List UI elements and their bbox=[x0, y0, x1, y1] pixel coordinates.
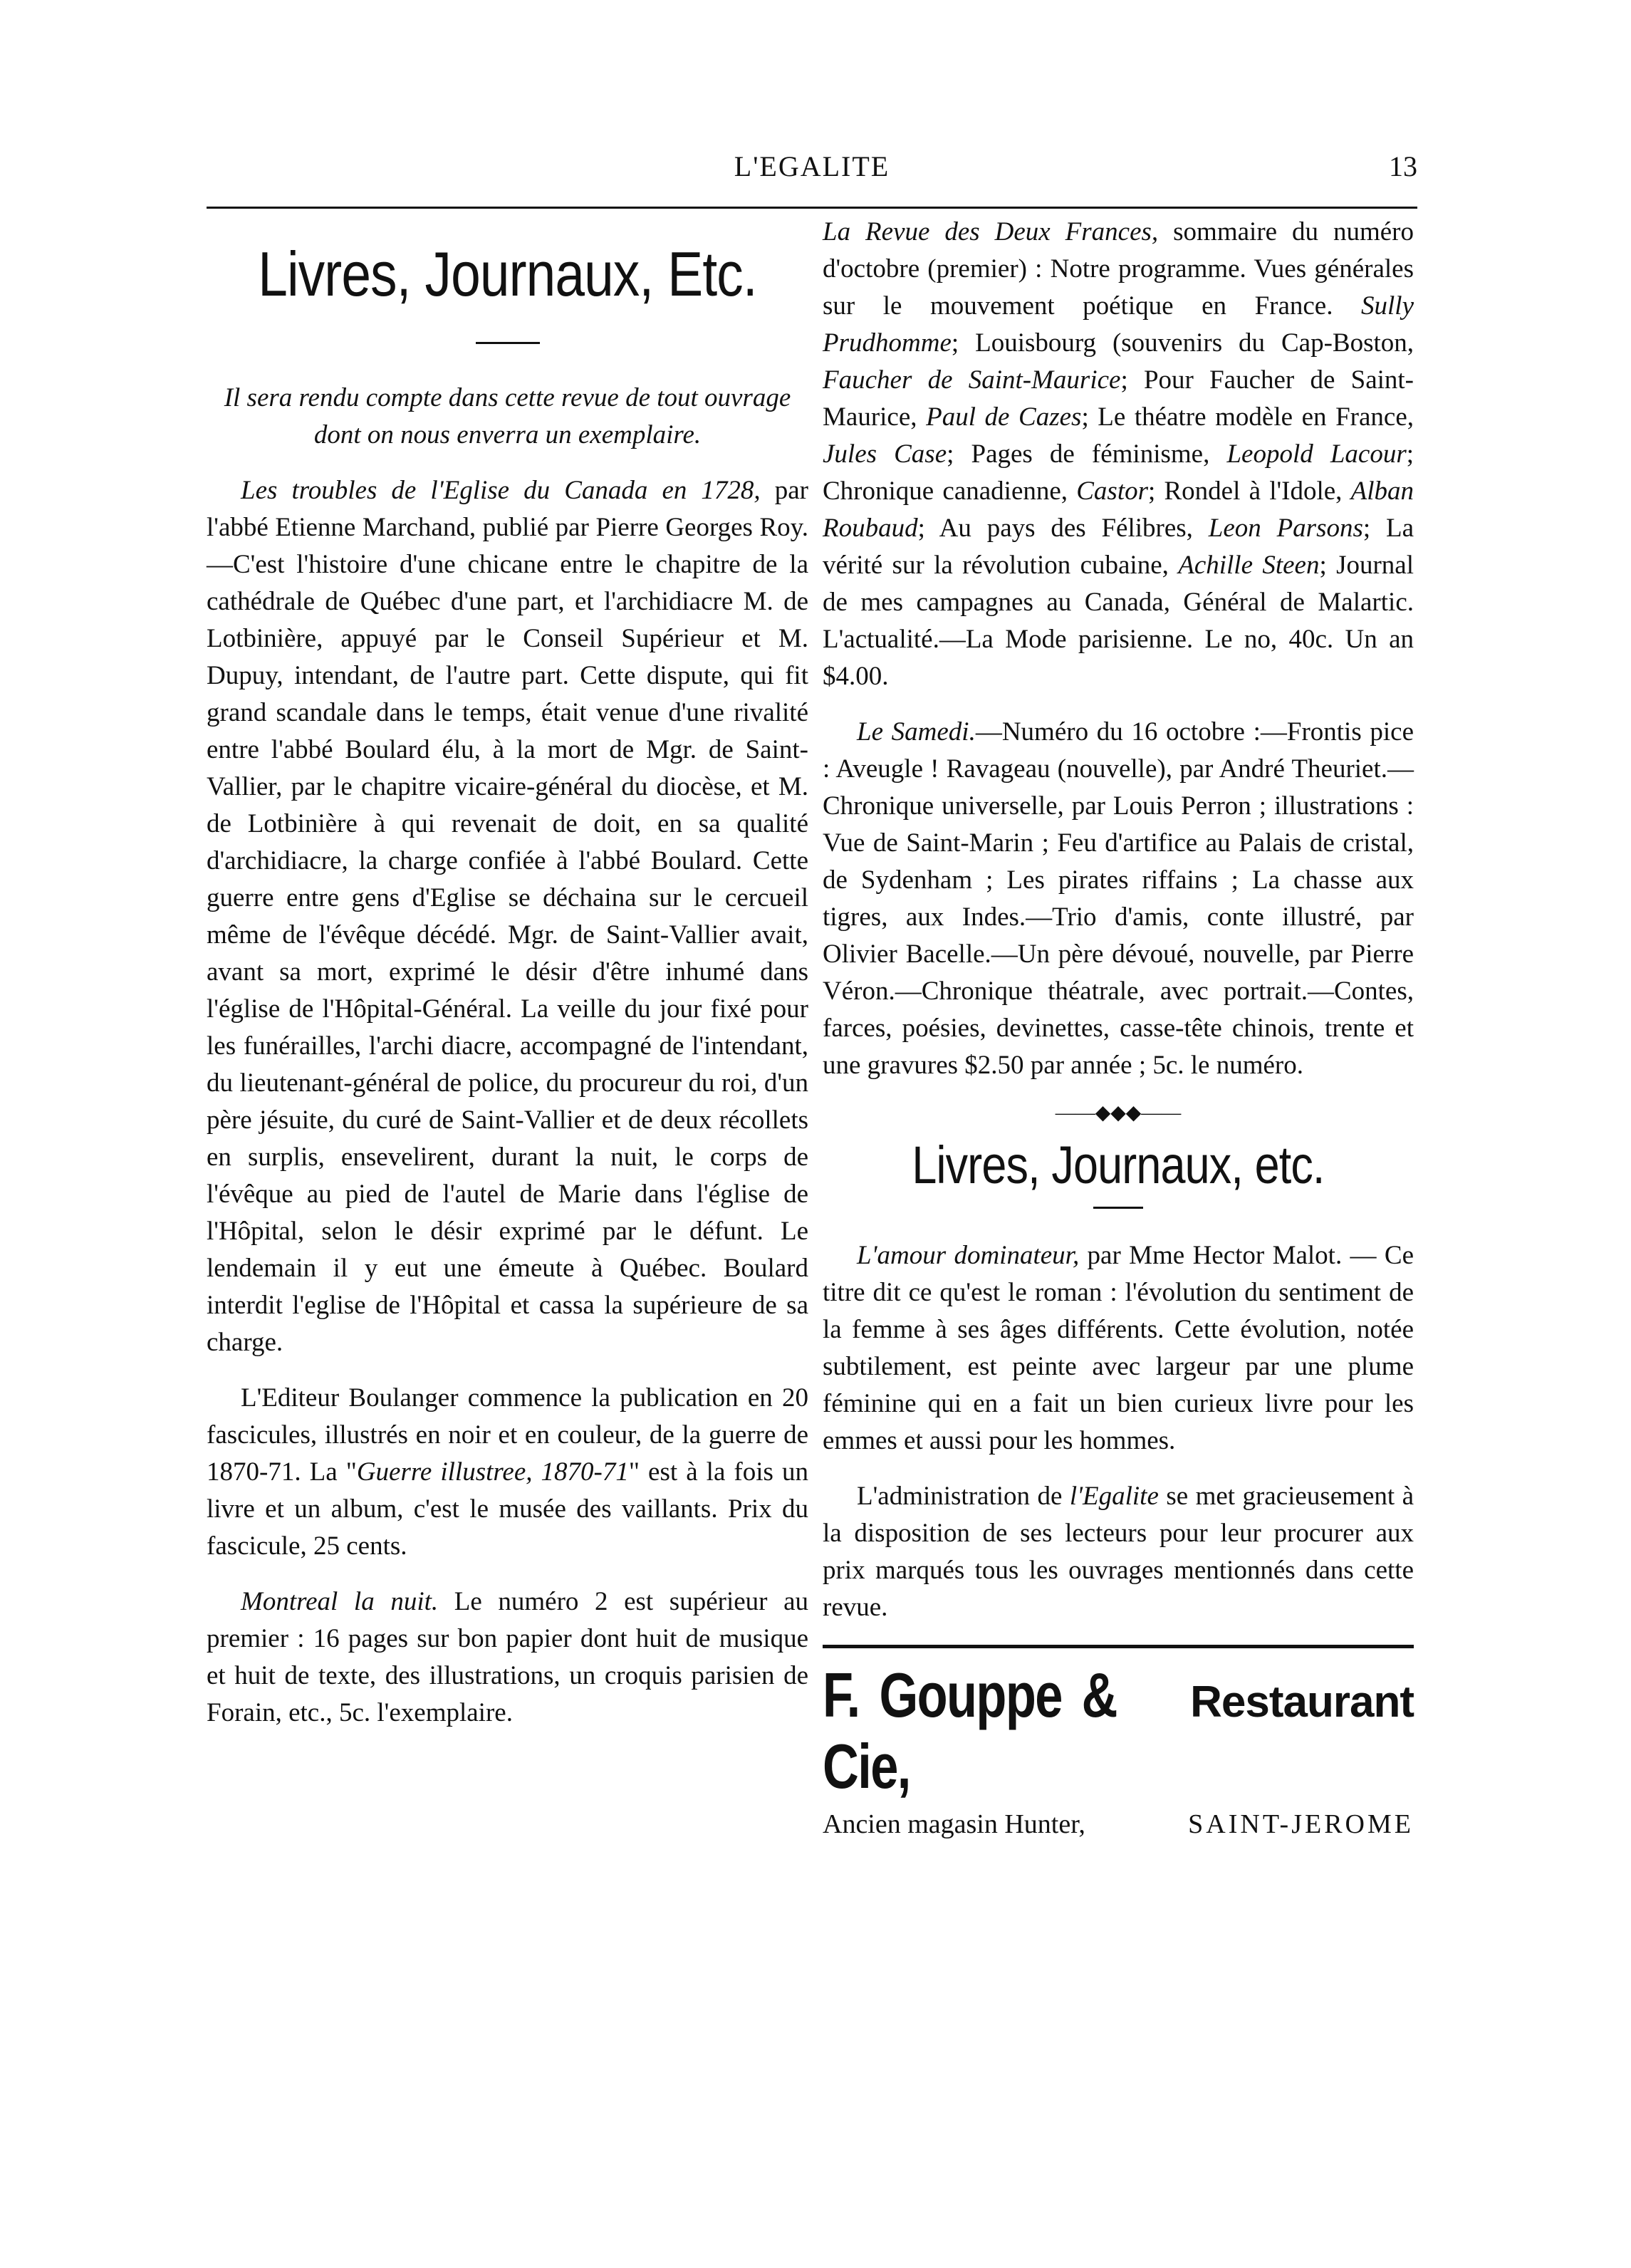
section-title-right: Livres, Journaux, etc. bbox=[912, 1135, 1325, 1195]
book-title: Guerre illustree, 1870-71 bbox=[356, 1457, 629, 1487]
review-title: Le Samedi. bbox=[857, 717, 976, 747]
paragraph-text: ; Pour Faucher de Saint-Maurice, bbox=[823, 365, 1414, 432]
paragraph-revue bbox=[823, 214, 1414, 695]
paragraph-text: par l'abbé Etienne Marchand, publié par Pierre Georges Roy.—C'est l'histoire d'une chicane entre le chapitre de la cathédrale de Québec d'une part, et l'archidiacre M. de Lotbinière, appuyé par le Conseil Supérieur et M. Dupuy, intendant, de l'autre part. Cette dispute, qui fit grand scandale dans le temps, était venue d'une rivalité entre l'abbé Boulard élu, à la mort de Mgr. de Saint-Vallier, par le chapitre vicaire-général du diocèse, et M. de Lotbinière à qui revenait de doit, en sa qualité d'archidiacre, la charge confiée à l'abbé Boulard. Cette guerre entre gens d'Eglise se déchaina sur le cercueil même de l'évêque décédé. Mgr. de Saint-Vallier avait, avant sa mort, exprimé le désir d'être inhumé dans l'église de l'Hôpital-Général. La veille du jour fixé pour les funérailles, l'archi diacre, accompagné de l'intendant, du lieutenant-général de police, du procureur du roi, d'un père jésuite, du curé de Saint-Vallier et de deux récollets en surplis, ensevelirent, durant la nuit, le corps de l'évêque au pied de l'autel de Marie dans l'église de l'Hôpital, selon le désir exprimé par le défunt. Le lendemain il y eut une émeute à Québec. Boulard interdit l'eglise de l'Hôpital et cassa la supérieure de sa charge. bbox=[207, 476, 808, 1357]
paragraph-text: " est à la fois un livre et un album, c'est le musée des vaillants. Prix du fascicule, 25 cents. bbox=[207, 1457, 808, 1561]
title-divider bbox=[476, 342, 540, 344]
paragraph-text: —Numéro du 16 octobre :—Frontis pice : Aveugle ! Ravageau (nouvelle), par André Theuriet.—Chronique universelle, par Louis Perron ; illustrations : Vue de Saint-Marin ; Feu d'artifice au Palais de cristal, de Sydenham ; Les pirates riffains ; La chasse aux tigres, aux Indes.—Trio d'amis, conte illustré, par Olivier Bacelle.—Un père dévoué, nouvelle, par Pierre Véron.—Chronique théatrale, avec portrait.—Contes, farces, poésies, devinettes, casse-tête chinois, trente et une gravures $2.50 par année ; 5c. le numéro. bbox=[823, 717, 1414, 1080]
page-number: 13 bbox=[1389, 150, 1417, 182]
right-column bbox=[823, 214, 1414, 1842]
author-name: Leon Parsons bbox=[1208, 514, 1363, 543]
editorial-note: Il sera rendu compte dans cette revue de tout ouvrage dont on nous enverra un exemplaire. bbox=[224, 383, 791, 449]
author-name: Sully Prudhomme bbox=[823, 291, 1414, 358]
ornament-divider: ——◆◆◆—— bbox=[1055, 1102, 1182, 1124]
paragraph-text: se met gracieusement à la disposition de ses lecteurs pour leur procurer aux prix marqués tous les ouvrages mentionnés dans cette revue. bbox=[823, 1482, 1414, 1622]
paragraph-samedi bbox=[823, 714, 1414, 1084]
paragraph-text: ; Au pays des Félibres, bbox=[917, 514, 1193, 543]
paragraph-montreal bbox=[207, 1583, 808, 1732]
paragraph-text: ; Le théatre modèle en France, bbox=[1081, 402, 1414, 432]
book-title: Les troubles de l'Eglise du Canada en 1728, bbox=[241, 476, 761, 505]
paragraph-text: ; Rondel à l'Idole, bbox=[1148, 477, 1343, 506]
journal-name: l'Egalite bbox=[1069, 1482, 1159, 1511]
journal-title: L'EGALITE bbox=[734, 150, 890, 182]
ad-rule bbox=[823, 1645, 1414, 1648]
author-name: Jules Case bbox=[823, 439, 947, 469]
book-title: Montreal la nuit. bbox=[241, 1587, 439, 1616]
author-name: Paul de Cazes bbox=[926, 402, 1082, 432]
review-title: La Revue des Deux Frances, bbox=[823, 217, 1159, 246]
advertisement bbox=[823, 1660, 1414, 1802]
paragraph-amour bbox=[823, 1237, 1414, 1460]
ad-city: SAINT-JEROME bbox=[1188, 1809, 1414, 1839]
paragraph-troubles bbox=[207, 472, 808, 1361]
author-name: Faucher de Saint-Maurice bbox=[823, 365, 1121, 395]
author-name: Castor bbox=[1076, 477, 1149, 506]
paragraph-text: sommaire du numéro d'octobre (premier) : Notre programme. Vues générales sur le mouvement poétique en France. bbox=[823, 217, 1414, 321]
ad-business-name: F. Gouppe & Cie, bbox=[823, 1660, 1117, 1801]
paragraph-text: ; Chronique canadienne, bbox=[823, 439, 1414, 506]
running-header bbox=[207, 150, 1417, 192]
title-divider bbox=[1093, 1207, 1143, 1209]
paragraph-text: ; Journal de mes campagnes au Canada, Général de Malartic. L'actualité.—La Mode parisienne. Le no, 40c. Un an $4.00. bbox=[823, 551, 1414, 691]
paragraph-text: ; Louisbourg (souvenirs du Cap-Boston, bbox=[951, 328, 1414, 358]
book-title: L'amour dominateur, bbox=[857, 1241, 1080, 1270]
paragraph-text: par Mme Hector Malot. — Ce titre dit ce qu'est le roman : l'évolution du sentiment de la femme à ses âges différents. Cette évolution, notée subtilement, est peinte avec largeur par une plume féminine qui en a fait un bien curieux livre pour les emmes et aussi pour les hommes. bbox=[823, 1241, 1414, 1455]
ad-address-line bbox=[823, 1806, 1414, 1842]
header-rule bbox=[207, 207, 1417, 209]
paragraph-text: ; Pages de féminisme, bbox=[947, 439, 1210, 469]
paragraph-text: L'administration de bbox=[857, 1482, 1063, 1511]
ad-address: Ancien magasin Hunter, bbox=[823, 1809, 1085, 1839]
author-name: Alban Roubaud bbox=[823, 477, 1414, 543]
left-column bbox=[207, 214, 808, 1750]
section-title-left: Livres, Journaux, Etc. bbox=[258, 239, 757, 309]
paragraph-text: L'Editeur Boulanger commence la publication en 20 fascicules, illustrés en noir et en couleur, de la guerre de 1870-71. La " bbox=[207, 1383, 808, 1487]
author-name: Achille Steen bbox=[1178, 551, 1320, 580]
author-name: Leopold Lacour bbox=[1226, 439, 1407, 469]
paragraph-administration bbox=[823, 1478, 1414, 1626]
ad-business-kind: Restaurant bbox=[1190, 1677, 1414, 1727]
paragraph-text: Le numéro 2 est supérieur au premier : 16 pages sur bon papier dont huit de musique et huit de texte, des illustrations, un croquis parisien de Forain, etc., 5c. l'exemplaire. bbox=[207, 1587, 809, 1727]
paragraph-text: ; La vérité sur la révolution cubaine, bbox=[823, 514, 1414, 580]
paragraph-boulanger bbox=[207, 1380, 808, 1565]
